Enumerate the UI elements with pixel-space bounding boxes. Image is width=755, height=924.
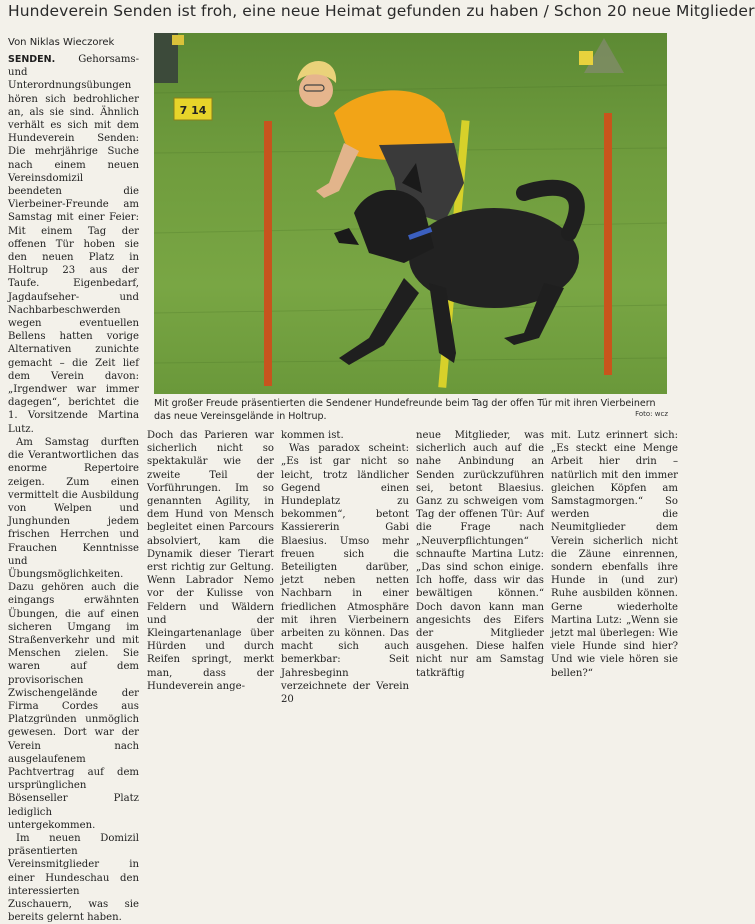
number-marker — [174, 98, 212, 120]
paragraph-1 — [8, 53, 139, 436]
paragraph-1-text: Gehorsams- und Unterordnungsübungen hören sich bedrohlicher an, als sie sind. Ähnlich verhält es sich mit dem Hundeverein Senden: Die mehrjährige Suche nach einem neuen Vereinsdomizil beendeten die Vierbeiner-Freunde am Samstag mit einer Feier: Mit einem Tag der offenen Tür hoben sie den neuen Platz in Holtrup 23 aus der Taufe. Eigenbedarf, Jagdaufseher- und Nachbarbeschwerden wegen eventuellen Bellens hatten vorige Alternativen zunichte gemacht – die Zeit lief dem Verein davon: „Irgendwer war immer dagegen“, berichtet die 1. Vorsitzende Martina Lutz. — [8, 54, 139, 435]
photo-credit: Foto: wcz — [635, 410, 668, 418]
column-4-text: neue Mitglieder, was sicherlich auch auf die nahe Anbindung an Senden zurückzuführen sei, betont Blaesius. Ganz zu schweigen vom Tag der offenen Tür: Auf die Frage nach „Neuverpflichtungen“ schnaufte Martina Lutz: „Das sind schon einige. Ich hoffe, dass wir das bewältigen können.“ Doch davon kann man angesichts des Eifers der Mitglieder ausgehen. Diese halfen nicht nur am Samstag tatkräftig — [416, 430, 544, 679]
marker-label: 7 14 — [179, 104, 207, 117]
column-3-continuation: kommen ist. — [281, 430, 344, 441]
paragraph-3: Im neuen Domizil präsentierten Vereinsmitglieder in einer Hundeschau den interessierten Zuschauern, was sie bereits gelernt haben. — [8, 832, 139, 924]
article-column-3 — [281, 429, 409, 706]
article-column-1 — [8, 53, 139, 924]
photo-caption: Mit großer Freude präsentierten die Sendener Hundefreunde beim Tag der offen Tür mit ihren Vierbeinern das neue Vereinsgelände in Holtrup. — [154, 398, 656, 422]
column-3-paragraph: Was paradox scheint: „Es ist gar nicht so leicht, trotz ländlicher Gegend einen Hundeplatz zu bekommen“, betont Kassiererin Gabi Blaesius. Umso mehr freuen sich die Beteiligten darüber, jetzt neben netten Nachbarn in einer friedlichen Atmosphäre mit ihren Vierbeinern arbeiten zu können. Das macht sich auch bemerkbar: Seit Jahresbeginn verzeichnete der Verein 20 — [281, 443, 409, 706]
byline: Von Niklas Wieczorek — [8, 37, 115, 48]
article-column-5 — [551, 429, 678, 679]
article-column-2 — [147, 429, 274, 692]
article-photo — [154, 33, 667, 394]
orange-pole-right — [604, 113, 612, 375]
column-5-text: mit. Lutz erinnert sich: „Es steckt eine Menge Arbeit hier drin – natürlich mit den immer gleichen Köpfen am Samstagmorgen.“ So werden die Neumitglieder dem Verein sicherlich nicht die Zäune einrennen, sondern ebenfalls ihre Hunde in (und zur) Ruhe ausbilden können. Gerne wiederholte Martina Lutz: „Wenn sie jetzt mal überlegen: Wie viele Hunde sind hier? Und wie viele hören sie bellen?“ — [551, 430, 678, 679]
column-2-text: Doch das Parieren war sicherlich nicht so spektakulär wie der zweite Teil der Vorführungen. Im so genannten Agility, in dem Hund von Mensch begleitet einen Parcours absolviert, kam die Dynamik dieser Tierart erst richtig zur Geltung. Wenn Labrador Nemo vor der Kulisse von Feldern und Wäldern und der Kleingartenanlage über Hürden und durch Reifen springt, merkt man, dass der Hundeverein ange- — [147, 430, 274, 692]
orange-pole-left — [264, 121, 272, 386]
article-column-4 — [416, 429, 544, 679]
paragraph-2: Am Samstag durften die Verantwortlichen das enorme Repertoire zeigen. Zum einen vermittelt die Ausbildung von Welpen und Junghunden jedem frischen Herrchen und Frauchen Kenntnisse und Übungsmöglichkeiten. Dazu gehören auch die eingangs erwähnten Übungen, die auf einen sicheren Umgang im Straßenverkehr und mit Menschen zielen. Sie waren auf dem provisorischen Zwischengelände der Firma Cordes aus Platzgründen unmöglich gewesen. Dort war der Verein nach ausgelaufenem Pachtvertrag auf dem ursprünglichen Bösenseller Platz lediglich untergekommen. — [8, 436, 139, 831]
lead-place: SENDEN. — [8, 54, 56, 65]
headline: Hundeverein Senden ist froh, eine neue Heimat gefunden zu haben / Schon 20 neue Mitglieder — [8, 2, 755, 20]
photo-illustration — [154, 33, 667, 394]
